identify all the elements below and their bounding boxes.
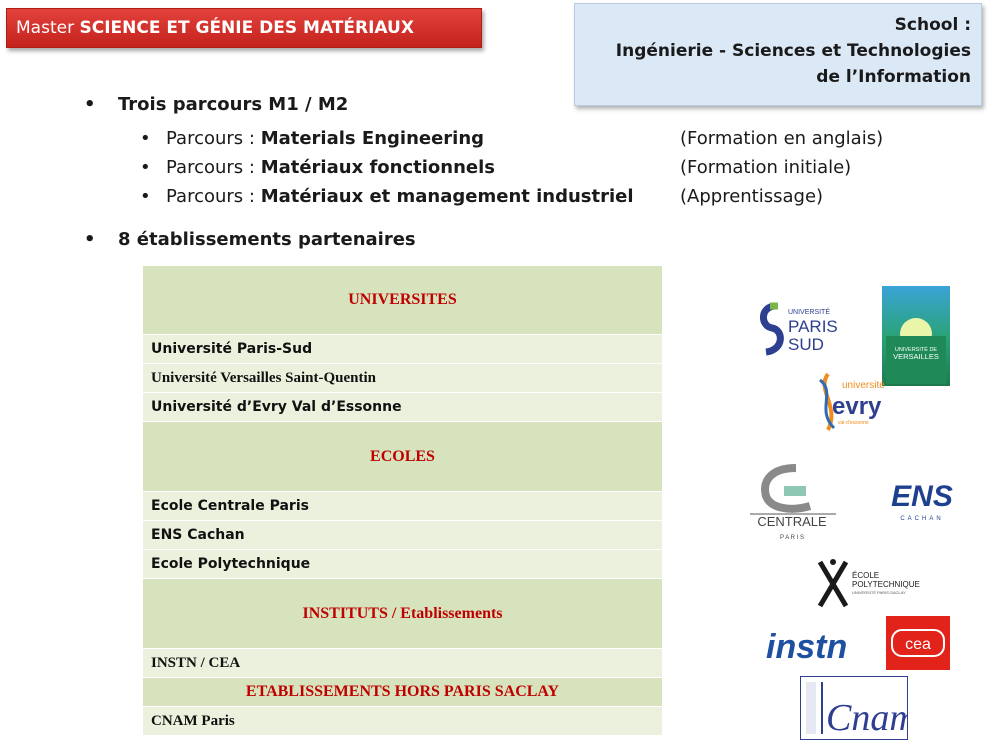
table-cell: CNAM Paris xyxy=(143,707,663,736)
parcours-note: (Formation en anglais) xyxy=(680,128,884,149)
table-row xyxy=(143,550,663,579)
evry-line1: université xyxy=(842,380,885,391)
ens-line2: CACHAN xyxy=(900,516,944,522)
ecoles-header: ECOLES xyxy=(143,422,663,492)
parcours-name: Matériaux fonctionnels xyxy=(260,157,495,178)
table-cell: Université Paris-Sud xyxy=(143,335,663,364)
parcours-heading: Trois parcours M1 / M2 xyxy=(118,94,349,115)
polytechnique-line2: POLYTECHNIQUE xyxy=(852,580,920,589)
partners-table xyxy=(142,265,663,736)
title-banner xyxy=(6,8,482,48)
table-cell: Université Versailles Saint-Quentin xyxy=(143,364,663,393)
table-cell: Ecole Polytechnique xyxy=(143,550,663,579)
cnam-text: Cnam xyxy=(826,697,908,739)
parcours-note: (Formation initiale) xyxy=(680,157,852,178)
table-row xyxy=(143,335,663,364)
table-cell: Ecole Centrale Paris xyxy=(143,492,663,521)
bullet: • xyxy=(140,157,151,178)
universites-header: UNIVERSITES xyxy=(143,266,663,335)
paris-sud-line3: SUD xyxy=(788,335,824,354)
versailles-line2: VERSAILLES xyxy=(893,352,939,361)
title-prefix: Master xyxy=(16,18,80,38)
table-row xyxy=(143,492,663,521)
parcours-prefix: Parcours : xyxy=(166,157,261,178)
versailles-line1: UNIVERSITÉ DE xyxy=(894,347,938,353)
table-row xyxy=(143,521,663,550)
parcours-prefix: Parcours : xyxy=(166,186,261,207)
polytechnique-line3: UNIVERSITÉ PARIS-SACLAY xyxy=(852,590,906,595)
table-header-row xyxy=(143,678,663,707)
parcours-note: (Apprentissage) xyxy=(680,186,824,207)
instn-logo xyxy=(764,622,882,670)
ens-cachan-logo xyxy=(882,472,962,528)
centrale-line2: P A R I S xyxy=(780,535,804,541)
hors-header: ETABLISSEMENTS HORS PARIS SACLAY xyxy=(143,678,663,707)
ens-line1: ENS xyxy=(891,480,953,513)
bullet: • xyxy=(140,128,151,149)
partners-heading: 8 établissements partenaires xyxy=(118,229,416,250)
school-name-line2: de l’Information xyxy=(816,67,971,87)
table-row xyxy=(143,364,663,393)
bullet: • xyxy=(84,94,96,115)
evry-logo xyxy=(814,370,898,434)
table-cell: INSTN / CEA xyxy=(143,649,663,678)
polytechnique-logo xyxy=(816,556,936,612)
parcours-name: Matériaux et management industriel xyxy=(260,186,634,207)
table-header-row xyxy=(143,422,663,492)
polytechnique-line1: ÉCOLE xyxy=(852,571,880,580)
school-name-line1: Ingénierie - Sciences et Technologies xyxy=(615,41,971,61)
parcours-name: Materials Engineering xyxy=(260,128,485,149)
paris-sud-line2: PARIS xyxy=(788,317,838,336)
bullet: • xyxy=(140,186,151,207)
cnam-logo xyxy=(800,676,908,740)
cea-text: cea xyxy=(905,636,931,653)
table-header-row xyxy=(143,579,663,649)
evry-line2: evry xyxy=(832,393,882,420)
centrale-logo xyxy=(744,462,840,542)
table-row xyxy=(143,393,663,422)
instn-text: instn xyxy=(766,628,848,666)
school-box xyxy=(574,3,982,106)
cea-logo xyxy=(886,616,950,670)
paris-sud-line1: UNIVERSITÉ xyxy=(788,309,831,316)
instituts-header: INSTITUTS / Etablissements xyxy=(143,579,663,649)
title-main: SCIENCE ET GÉNIE DES MATÉRIAUX xyxy=(79,18,414,38)
table-row xyxy=(143,649,663,678)
centrale-line1: CENTRALE xyxy=(757,514,827,529)
table-header-row xyxy=(143,266,663,335)
parcours-prefix: Parcours : xyxy=(166,128,261,149)
school-label: School : xyxy=(894,15,971,35)
table-cell: Université d’Evry Val d’Essonne xyxy=(143,393,663,422)
paris-sud-logo xyxy=(756,300,848,358)
table-row xyxy=(143,707,663,736)
bullet: • xyxy=(84,229,96,250)
evry-line3: val-d'essonne xyxy=(838,420,869,426)
table-cell: ENS Cachan xyxy=(143,521,663,550)
